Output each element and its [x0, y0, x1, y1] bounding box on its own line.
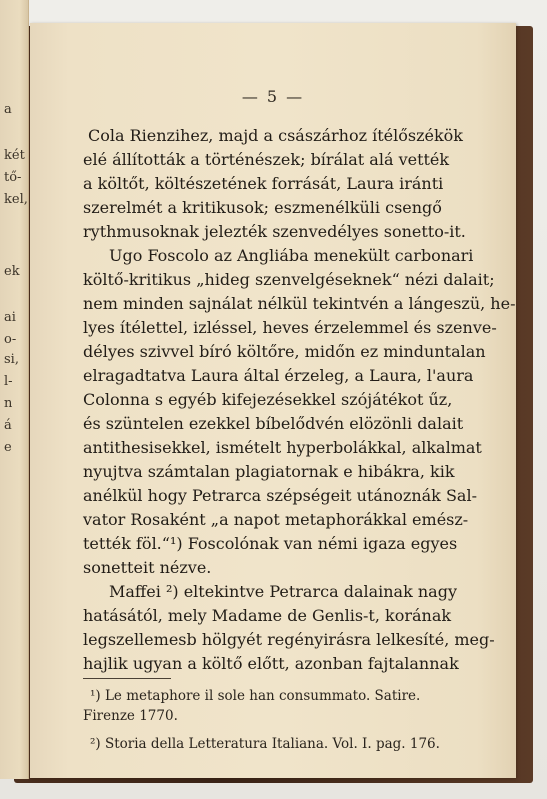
- left-page-fragment: o-: [4, 332, 17, 347]
- body-line: Cola Rienzihez, majd a császárhoz ítélőszékök: [88, 126, 463, 145]
- body-line: vator Rosaként „a napot metaphorákkal emész-: [83, 510, 469, 529]
- footnote-rule: [83, 678, 171, 679]
- body-line: Ugo Foscolo az Angliába menekült carbonari: [109, 246, 474, 265]
- body-line: szerelmét a kritikusok; eszmenélküli csengő: [83, 198, 442, 217]
- body-line: rythmusoknak jelezték szenvedélyes sonetto-it.: [83, 222, 466, 241]
- body-line: legszellemesb hölgyét regényirásra lelkesíté, meg-: [83, 630, 495, 649]
- left-page-edge: [0, 0, 29, 779]
- left-page-fragment: si,: [4, 352, 19, 367]
- body-line: tették föl.“¹) Foscolónak van némi igaza egyes: [83, 534, 458, 553]
- page-number: — 5 —: [241, 87, 305, 106]
- body-line: nyujtva számtalan plagiatornak e hibákra, kik: [83, 462, 455, 481]
- body-line: anélkül hogy Petrarca szépségeit utánoznák Sal-: [83, 486, 477, 505]
- left-page-fragment: á: [4, 418, 12, 433]
- left-page-fragment: ai: [4, 310, 16, 325]
- footnote-line: ²) Storia della Letteratura Italiana. Vol. I. pag. 176.: [90, 736, 440, 752]
- left-page-fragment: kel,: [4, 192, 28, 207]
- body-line: Maffei ²) eltekintve Petrarca dalainak nagy: [109, 582, 457, 601]
- body-line: nem minden sajnálat nélkül tekintvén a lángeszü, he-: [83, 294, 516, 313]
- body-line: hatásától, mely Madame de Genlis-t, korának: [83, 606, 452, 625]
- left-page-fragment: n: [4, 396, 13, 411]
- body-line: sonetteit nézve.: [83, 558, 212, 577]
- book-page: [30, 23, 516, 778]
- left-page-fragment: l-: [4, 374, 13, 389]
- footnote-line: ¹) Le metaphore il sole han consummato. Satire.: [90, 688, 421, 704]
- body-line: Colonna s egyéb kifejezésekkel szójátékot űz,: [83, 390, 453, 409]
- body-line: hajlik ugyan a költő előtt, azonban fajtalannak: [83, 654, 459, 673]
- body-line: délyes szivvel bíró költőre, midőn ez minduntalan: [83, 342, 486, 361]
- body-line: és szüntelen ezekkel bíbelődvén elözönli dalait: [83, 414, 464, 433]
- body-line: költő-kritikus „hideg szenvelgéseknek“ nézi dalait;: [83, 270, 495, 289]
- left-page-fragment: két: [4, 148, 25, 163]
- footnote-line: Firenze 1770.: [83, 708, 178, 724]
- body-line: a költőt, költészetének forrását, Laura iránti: [83, 174, 444, 193]
- body-line: antithesisekkel, ismételt hyperbolákkal, alkalmat: [83, 438, 482, 457]
- body-line: elragadtatva Laura által érzeleg, a Laura, l'aura: [83, 366, 474, 385]
- body-line: lyes ítélettel, izléssel, heves érzelemmel és szenve-: [83, 318, 497, 337]
- left-page-fragment: a: [4, 102, 12, 117]
- left-page-fragment: tő-: [4, 170, 22, 185]
- left-page-fragment: ek: [4, 264, 20, 279]
- body-line: elé állították a történészek; bírálat alá vették: [83, 150, 450, 169]
- left-page-fragment: e: [4, 440, 12, 455]
